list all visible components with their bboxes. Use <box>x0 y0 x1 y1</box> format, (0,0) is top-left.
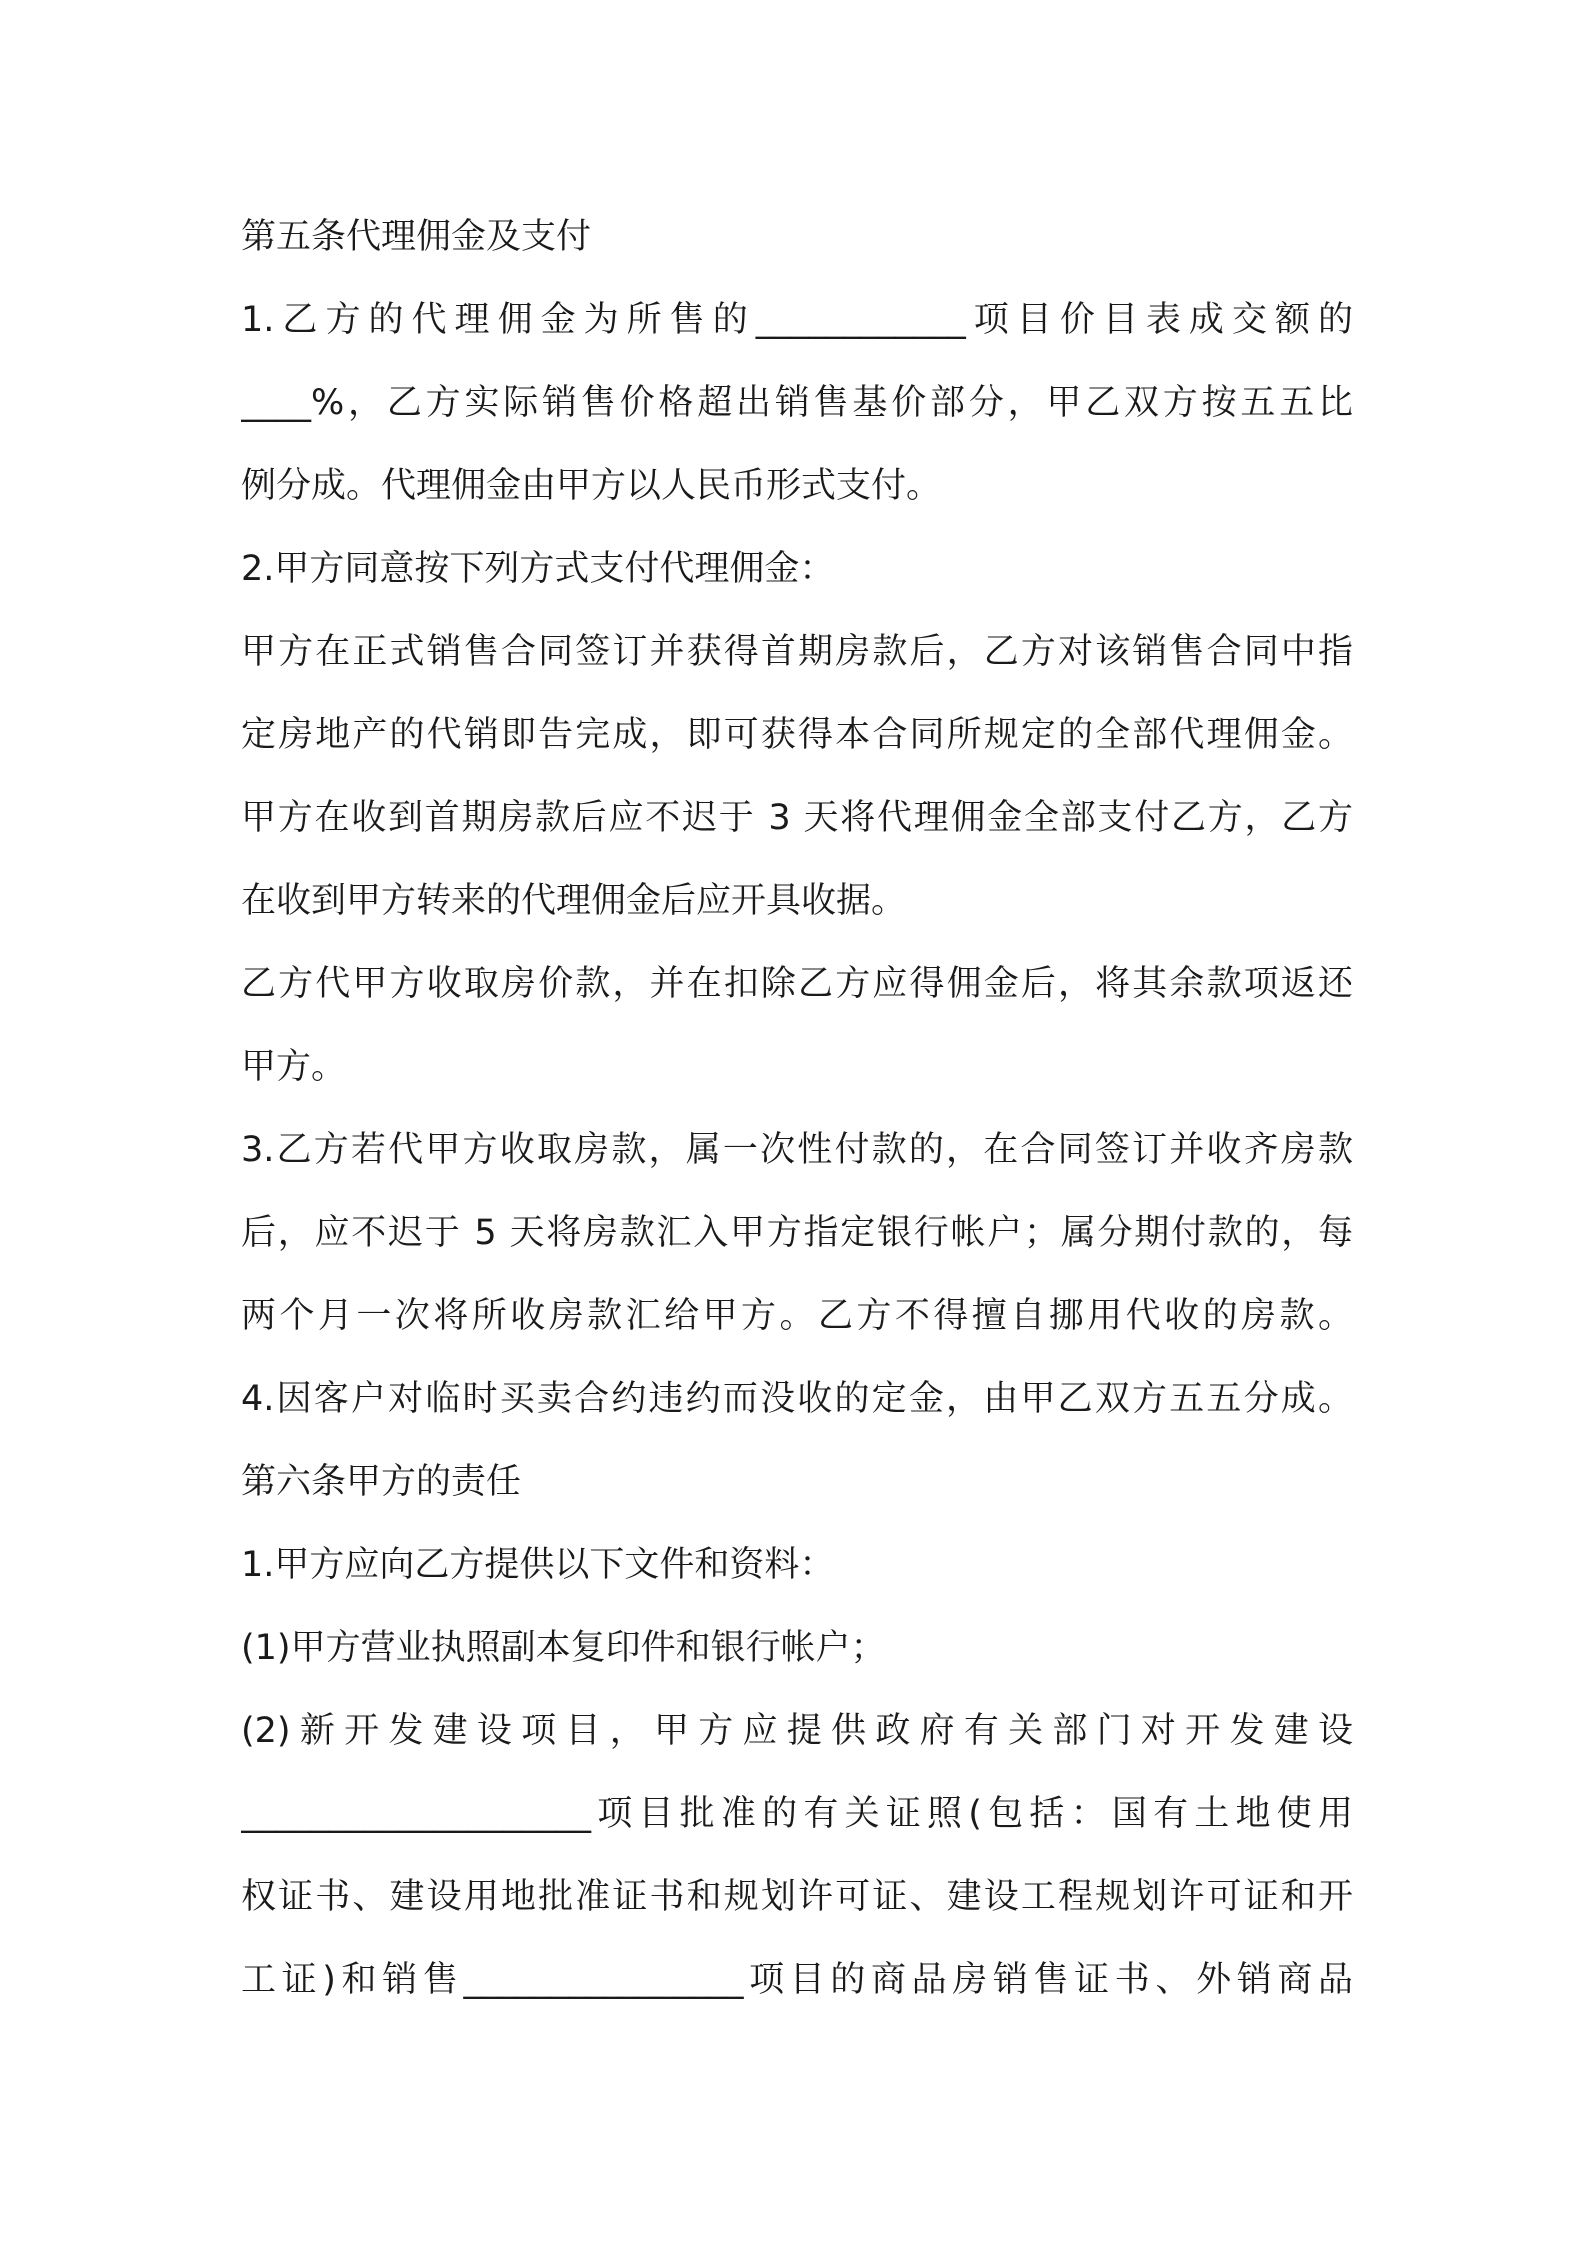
paragraph-line: 在收到甲方转来的代理佣金后应开具收据。 <box>241 881 907 921</box>
paragraph-line: 1.乙方的代理佣金为所售的____________项目价目表成交额的 <box>241 300 1353 340</box>
section-heading-article-6: 第六条甲方的责任 <box>241 1462 522 1502</box>
paragraph-line: 乙方代甲方收取房价款，并在扣除乙方应得佣金后，将其余款项返还 <box>241 964 1353 1004</box>
document-page <box>241 196 1353 2022</box>
paragraph-line: ____________________项目批准的有关证照(包括：国有土地使用 <box>241 1794 1353 1834</box>
paragraph-line: 2.甲方同意按下列方式支付代理佣金： <box>241 549 835 589</box>
paragraph-line: 甲方在正式销售合同签订并获得首期房款后，乙方对该销售合同中指 <box>241 632 1353 672</box>
paragraph-line: 两个月一次将所收房款汇给甲方。乙方不得擅自挪用代收的房款。 <box>241 1296 1353 1336</box>
section-heading-article-5: 第五条代理佣金及支付 <box>241 217 592 257</box>
paragraph-line: ____%，乙方实际销售价格超出销售基价部分，甲乙双方按五五比 <box>241 383 1353 423</box>
paragraph-line: 3.乙方若代甲方收取房款，属一次性付款的，在合同签订并收齐房款 <box>241 1130 1353 1170</box>
paragraph-line: 定房地产的代销即告完成，即可获得本合同所规定的全部代理佣金。 <box>241 715 1353 755</box>
paragraph-line: 例分成。代理佣金由甲方以人民币形式支付。 <box>241 466 942 506</box>
paragraph-line: 甲方在收到首期房款后应不迟于 3 天将代理佣金全部支付乙方，乙方 <box>241 798 1353 838</box>
paragraph-line: 1.甲方应向乙方提供以下文件和资料： <box>241 1545 835 1585</box>
paragraph-line: 4.因客户对临时买卖合约违约而没收的定金，由甲乙双方五五分成。 <box>241 1379 1353 1419</box>
paragraph-line: 工证)和销售________________项目的商品房销售证书、外销商品 <box>241 1960 1353 2000</box>
paragraph-line: (1)甲方营业执照副本复印件和银行帐户； <box>241 1628 886 1668</box>
paragraph-line: 甲方。 <box>241 1047 347 1087</box>
paragraph-line: 后，应不迟于 5 天将房款汇入甲方指定银行帐户；属分期付款的，每 <box>241 1213 1353 1253</box>
paragraph-line: 权证书、建设用地批准证书和规划许可证、建设工程规划许可证和开 <box>241 1877 1353 1917</box>
paragraph-line: (2)新开发建设项目，甲方应提供政府有关部门对开发建设 <box>241 1711 1353 1751</box>
